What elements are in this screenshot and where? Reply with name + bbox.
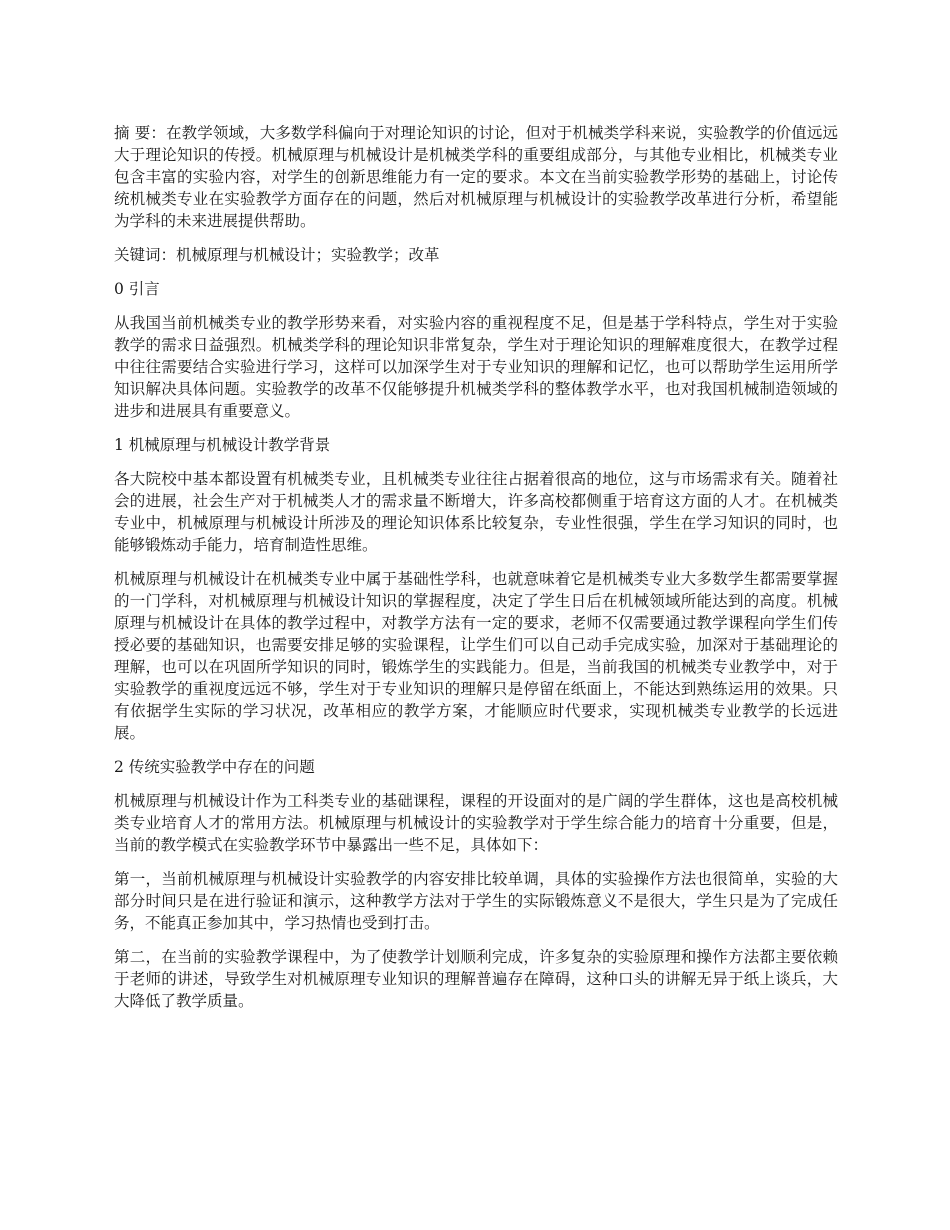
section-2-paragraph: 机械原理与机械设计作为工科类专业的基础课程，课程的开设面对的是广阔的学生群体，这也是高校机械类专业培育人才的常用方法。机械原理与机械设计的实验教学对于学生综合能力的培育十分重要，但是，当前的教学模式在实验教学环节中暴露出一些不足，具体如下：: [114, 792, 838, 854]
section-2-paragraph: 第二，在当前的实验教学课程中，为了使教学计划顺利完成，许多复杂的实验原理和操作方法都主要依赖于老师的讲述，导致学生对机械原理专业知识的理解普遍存在障碍，这种口头的讲解无异于纸上谈兵，大大降低了教学质量。: [114, 948, 838, 1010]
section-1-paragraph: 机械原理与机械设计在机械类专业中属于基础性学科，也就意味着它是机械类专业大多数学生都需要掌握的一门学科，对机械原理与机械设计知识的掌握程度，决定了学生日后在机械领域所能达到的高度。机械原理与机械设计在具体的教学过程中，对教学方法有一定的要求，老师不仅需要通过教学课程向学生们传授必要的基础知识，也需要安排足够的实验课程，让学生们可以自己动手完成实验，加深对于基础理论的理解，也可以在巩固所学知识的同时，锻炼学生的实践能力。但是，当前我国的机械类专业教学中，对于实验教学的重视度远远不够，学生对于专业知识的理解只是停留在纸面上，不能达到熟练运用的效果。只有依据学生实际的学习状况，改革相应的教学方案，才能顺应时代要求，实现机械类专业教学的长远进展。: [114, 570, 838, 742]
document-page: [114, 122, 838, 1024]
section-1-title: 1 机械原理与机械设计教学背景: [114, 436, 331, 454]
section-2-title: 2 传统实验教学中存在的问题: [114, 758, 315, 776]
section-1-paragraph: 各大院校中基本都设置有机械类专业，且机械类专业往往占据着很高的地位，这与市场需求有关。随着社会的进展，社会生产对于机械类人才的需求量不断增大，许多高校都侧重于培育这方面的人才。在机械类专业中，机械原理与机械设计所涉及的理论知识体系比较复杂，专业性很强，学生在学习知识的同时，也能够锻炼动手能力，培育制造性思维。: [114, 470, 838, 554]
abstract-paragraph: 摘 要：在教学领域，大多数学科偏向于对理论知识的讨论，但对于机械类学科来说，实验教学的价值远远大于理论知识的传授。机械原理与机械设计是机械类学科的重要组成部分，与其他专业相比，机械类专业包含丰富的实验内容，对学生的创新思维能力有一定的要求。本文在当前实验教学形势的基础上，讨论传统机械类专业在实验教学方面存在的问题，然后对机械原理与机械设计的实验教学改革进行分析，希望能为学科的未来进展提供帮助。: [114, 124, 838, 230]
section-0-paragraph: 从我国当前机械类专业的教学形势来看，对实验内容的重视程度不足，但是基于学科特点，学生对于实验教学的需求日益强烈。机械类学科的理论知识非常复杂，学生对于理论知识的理解难度很大，在教学过程中往往需要结合实验进行学习，这样可以加深学生对于专业知识的理解和记忆，也可以帮助学生运用所学知识解决具体问题。实验教学的改革不仅能够提升机械类学科的整体教学水平，也对我国机械制造领域的进步和进展具有重要意义。: [114, 314, 838, 420]
keywords-line: 关键词：机械原理与机械设计；实验教学；改革: [114, 246, 440, 264]
section-2-paragraph: 第一，当前机械原理与机械设计实验教学的内容安排比较单调，具体的实验操作方法也很简单，实验的大部分时间只是在进行验证和演示，这种教学方法对于学生的实际锻炼意义不是很大，学生只是为了完成任务，不能真正参加其中，学习热情也受到打击。: [114, 870, 838, 932]
section-0-title: 0 引言: [114, 280, 160, 298]
